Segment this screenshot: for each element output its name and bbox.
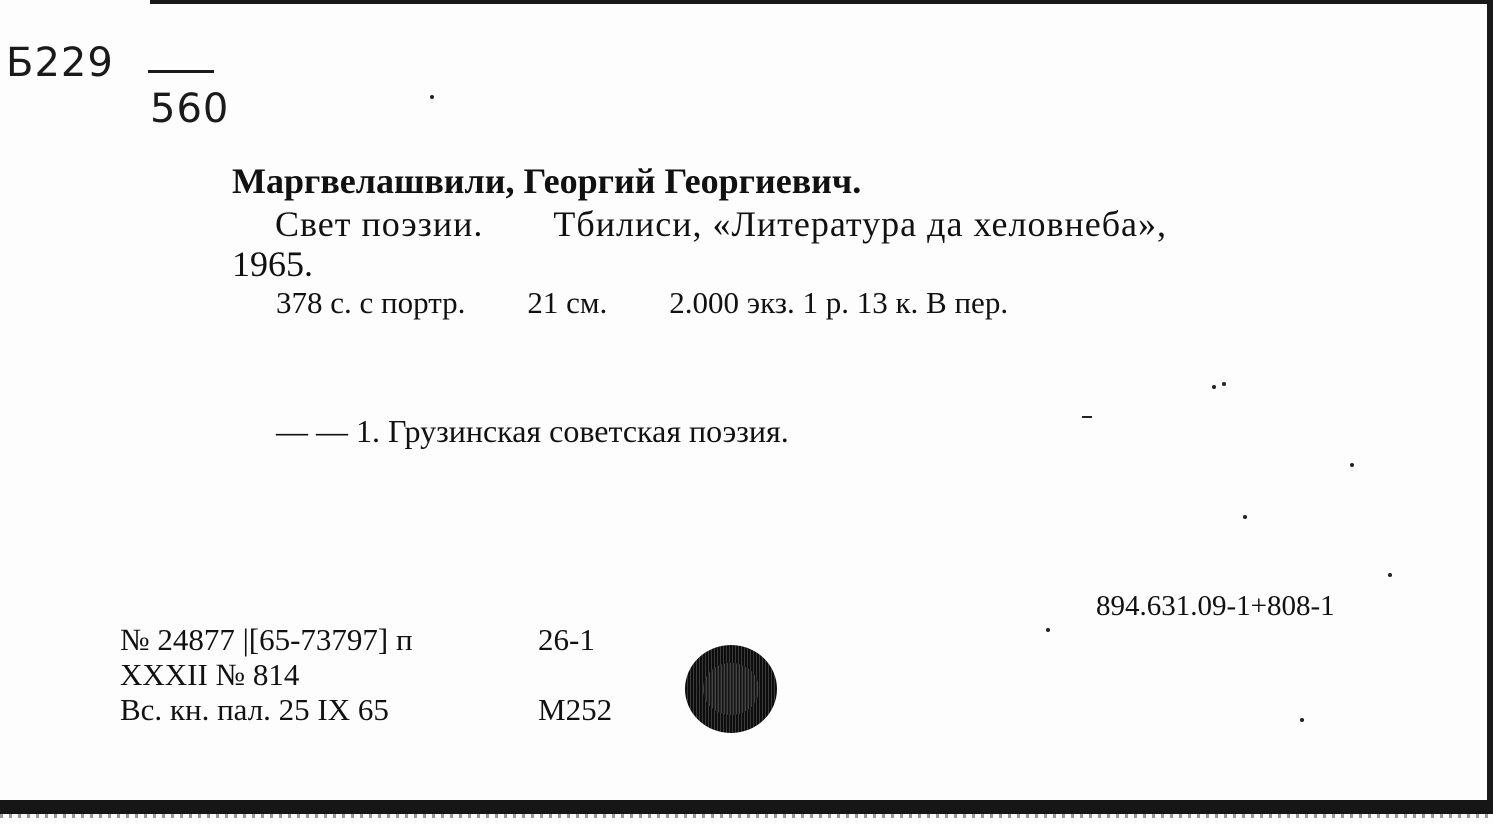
- registry-mark: М252: [538, 692, 613, 727]
- ink-speck: [1350, 463, 1354, 467]
- title-imprint-line: [275, 203, 1167, 245]
- ink-speck: [1082, 416, 1092, 418]
- registry-number: № 24877 |[65-73797] п: [120, 622, 413, 657]
- ink-speck: [1388, 573, 1392, 577]
- collation-size: 21 см.: [527, 285, 608, 320]
- ink-speck: [430, 95, 434, 99]
- card-border-bottom-texture: [0, 814, 1493, 818]
- card-border-bottom: [0, 800, 1493, 814]
- handwritten-fraction-bar: [148, 70, 214, 73]
- registry-line-2: [120, 657, 299, 693]
- ink-speck: [1300, 718, 1304, 722]
- ink-speck: [1212, 385, 1216, 389]
- ink-speck: [1243, 515, 1247, 519]
- subject-heading: — — 1. Грузинская советская поэзия.: [276, 413, 789, 449]
- classification-number: 894.631.09-1+808-1: [1096, 590, 1335, 622]
- title: Свет поэзии.: [275, 204, 484, 244]
- publication-year: 1965.: [232, 244, 313, 284]
- collation-pages: 378 с. с портр.: [276, 285, 466, 320]
- card-border-right: [1487, 0, 1493, 812]
- collation-line: [276, 285, 1008, 321]
- ink-speck: [1222, 382, 1226, 386]
- registry-line-1: [120, 622, 595, 658]
- author-heading: Маргвелашвили, Георгий Георгиевич.: [232, 161, 862, 201]
- collation-copies-price: 2.000 экз. 1 р. 13 к. В пер.: [669, 285, 1009, 320]
- handwritten-shelfmark-numerator: Б229: [6, 40, 114, 86]
- registry-code: 26-1: [538, 622, 595, 657]
- punch-hole: [685, 645, 777, 733]
- registry-chamber-date: Вс. кн. пал. 25 IX 65: [120, 692, 389, 727]
- publisher: Тбилиси, «Литература да хеловнеба»,: [553, 204, 1168, 244]
- handwritten-shelfmark-denominator: 560: [150, 86, 230, 132]
- ink-speck: [1046, 628, 1050, 632]
- registry-series: XXXII № 814: [120, 657, 300, 692]
- registry-line-3: [120, 692, 613, 728]
- card-border-top: [150, 0, 1493, 4]
